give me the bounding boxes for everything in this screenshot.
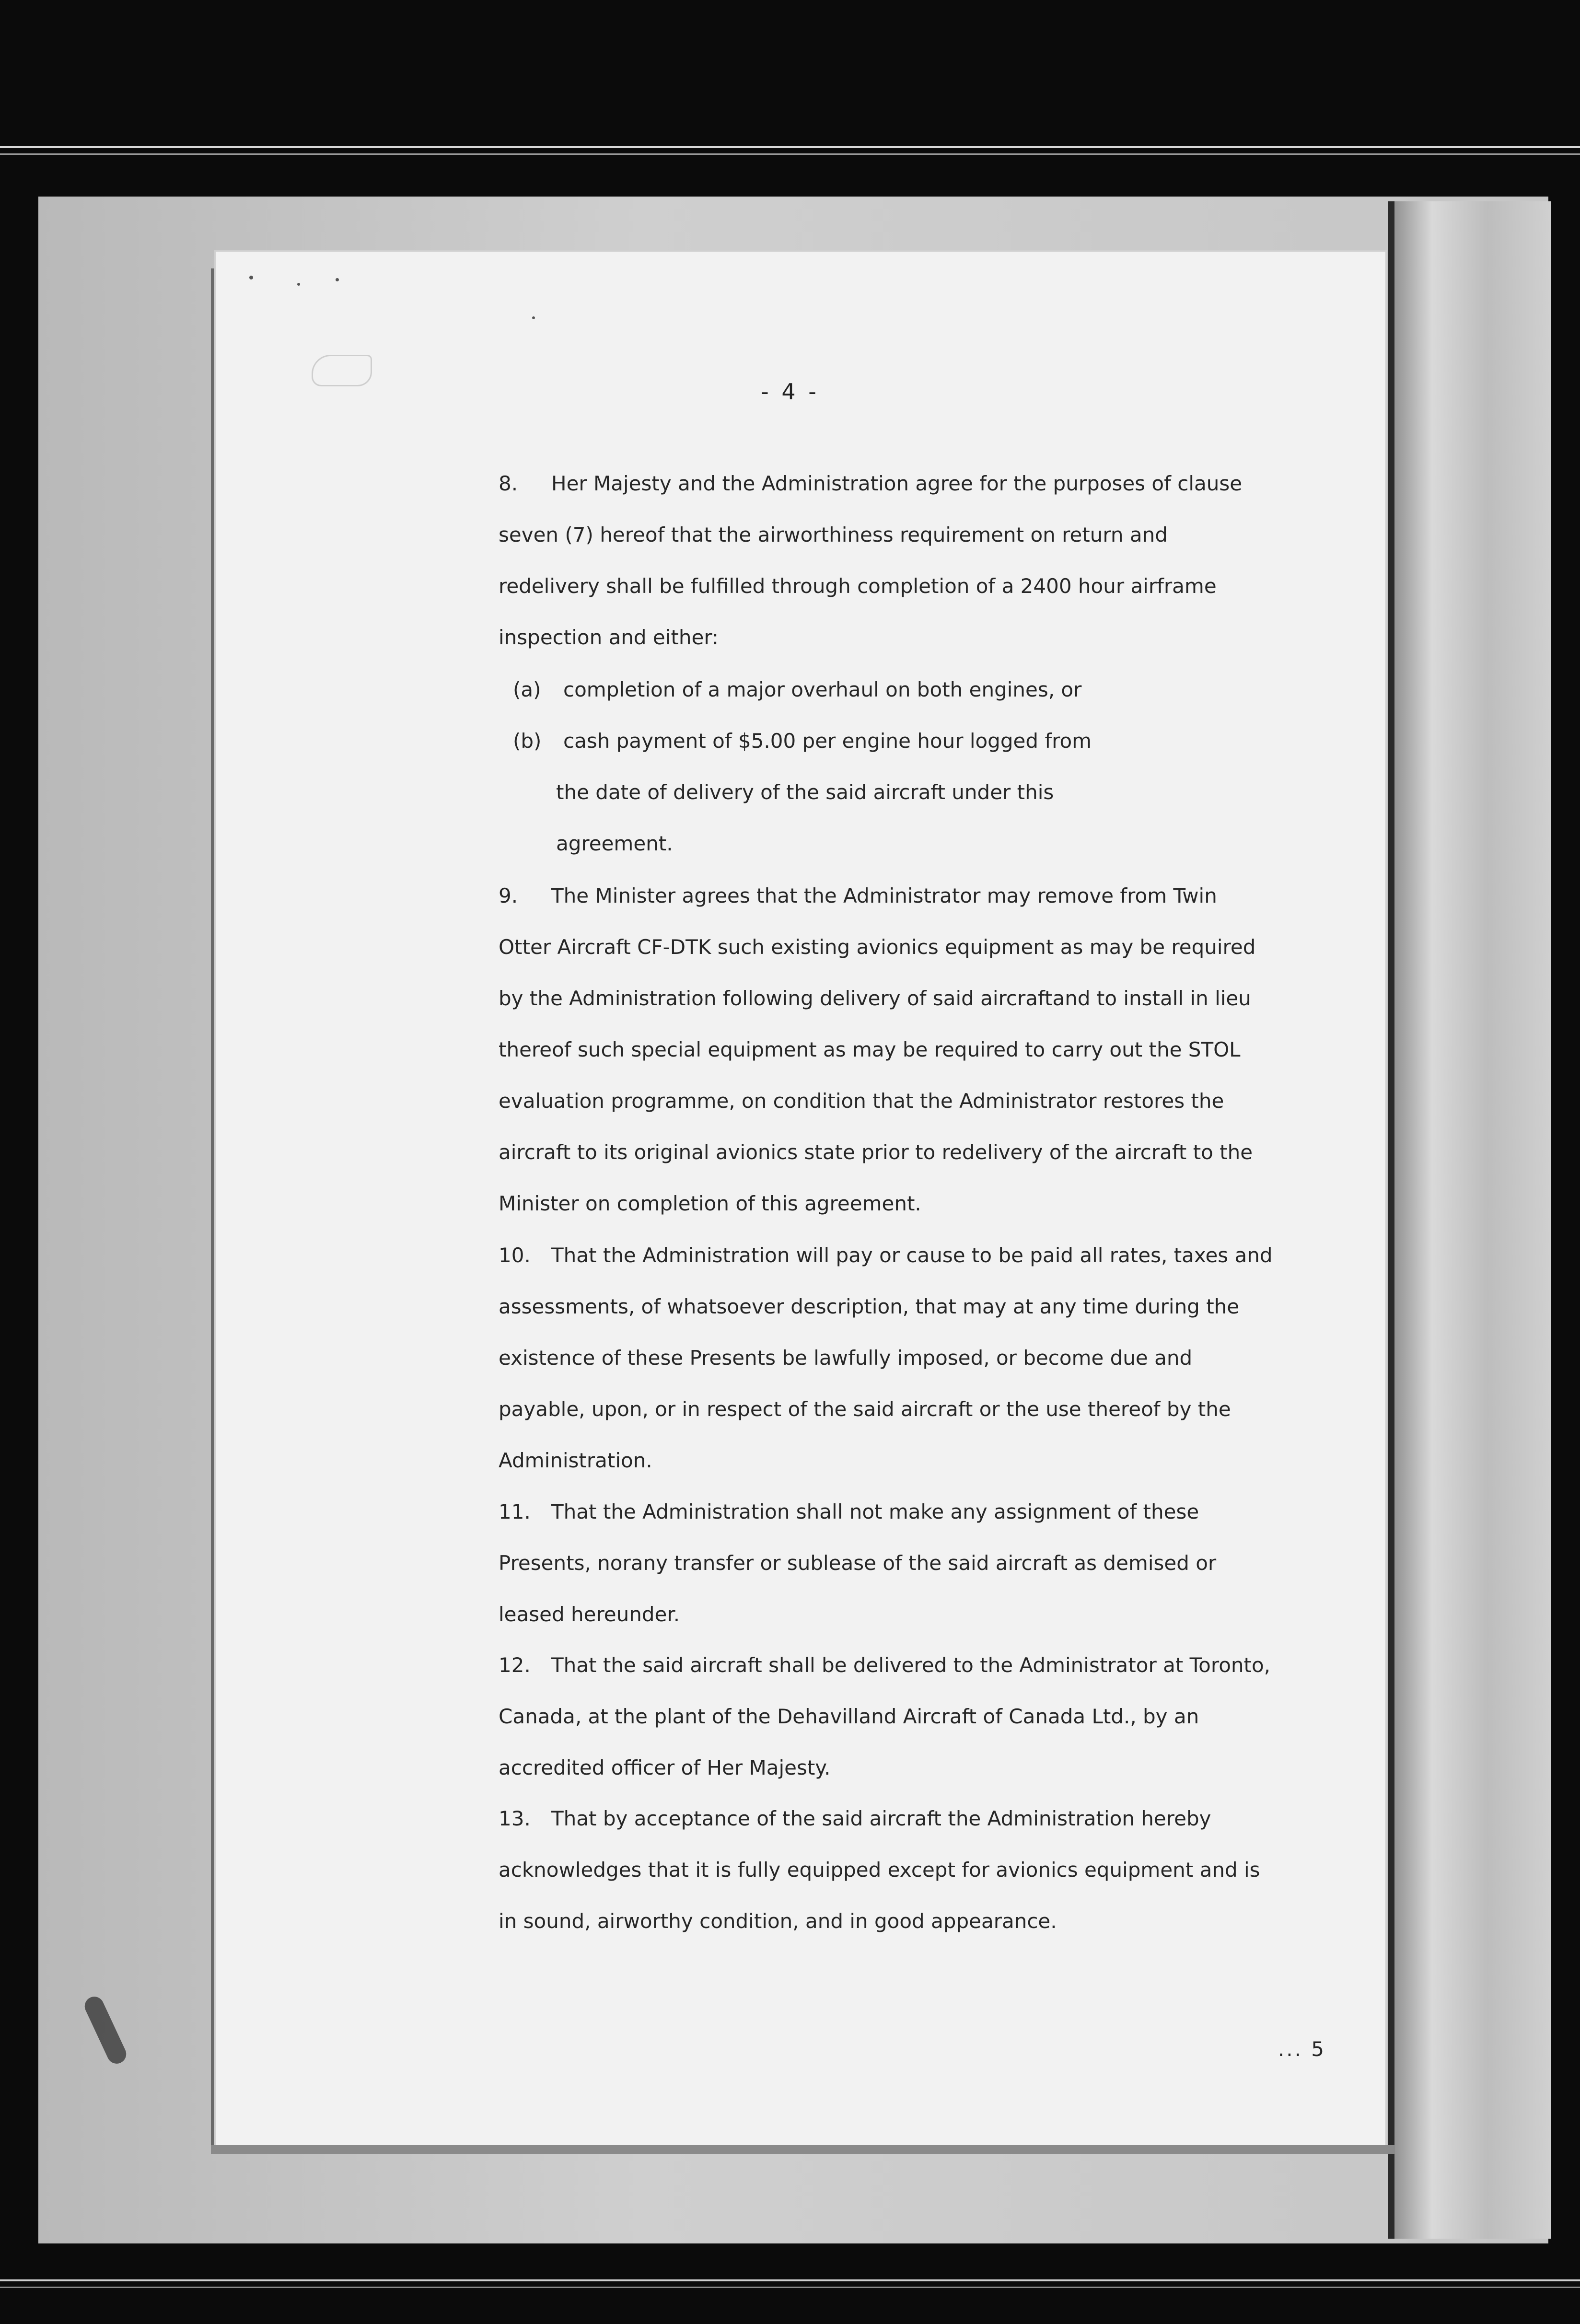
item-b-continuation: the date of delivery of the said aircraft under this: [556, 780, 1054, 804]
item-number: (a): [513, 678, 541, 701]
item-text: completion of a major overhaul on both engines, or: [563, 678, 1082, 701]
item-b-continuation: agreement.: [556, 832, 673, 855]
clause-number: 12.: [499, 1653, 531, 1677]
dust-speck: [336, 278, 339, 281]
clause-number: 11.: [499, 1500, 531, 1523]
clause-9: [499, 870, 1275, 1229]
clause-text: That the said aircraft shall be delivered to the Administrator at Toronto, Canada, at the plant of the Dehavilland Aircraft of Canada Ltd., by an accredited officer of Her Majesty.: [499, 1653, 1271, 1779]
clause-text: The Minister agrees that the Administrator may remove from Twin Otter Aircraft CF-DTK such existing avionics equipment as may be required by the Administration following delivery of said aircraftand to install in lieu thereof such special equipment as may be required to carry out the STOL evaluation programme, on condition that the Administrator restores the aircraft to its original avionics state prior to redelivery of the aircraft to the Minister on completion of this agreement.: [499, 884, 1256, 1215]
item-b: [513, 715, 1184, 767]
clause-10: [499, 1230, 1275, 1486]
film-top-rule-secondary: [0, 153, 1580, 155]
film-top-rule: [0, 146, 1580, 148]
clause-number: 9.: [499, 884, 518, 907]
page-left-edge: [211, 268, 215, 2148]
adjacent-page-edge: [1388, 201, 1394, 2239]
item-text: cash payment of $5.00 per engine hour logged from: [563, 729, 1092, 753]
adjacent-page-strip: [1393, 201, 1551, 2239]
dust-speck: [532, 316, 535, 319]
clause-12: [499, 1639, 1275, 1793]
clause-number: 8.: [499, 472, 518, 495]
page-bottom-shadow: [211, 2145, 1395, 2154]
clause-text: That by acceptance of the said aircraft the Administration hereby acknowledges that it is fully equipped except for avionics equipment and is in sound, airworthy condition, and in good appearance.: [499, 1807, 1260, 1933]
clause-8: [499, 458, 1275, 663]
item-a: [513, 664, 1184, 715]
clause-text: That the Administration will pay or cause to be paid all rates, taxes and assessments, of whatsoever description, that may at any time during the existence of these Presents be lawfully imposed, or become due and payable, upon, or in respect of the said aircraft or the use thereof by the Administration.: [499, 1243, 1273, 1472]
clause-number: 10.: [499, 1243, 531, 1267]
page-number: - 4 -: [761, 379, 819, 405]
clause-13: [499, 1793, 1275, 1947]
clause-number: 13.: [499, 1807, 531, 1830]
film-bottom-rule-secondary: [0, 2287, 1580, 2288]
clause-text: Her Majesty and the Administration agree for the purposes of clause seven (7) hereof that the airworthiness requirement on return and redelivery shall be fulfilled through completion of a 2400 hour airframe inspection and either:: [499, 472, 1243, 649]
dust-speck: [249, 276, 253, 279]
continuation-marker: ... 5: [1278, 2037, 1326, 2061]
item-number: (b): [513, 729, 542, 753]
clause-text: That the Administration shall not make any assignment of these Presents, norany transfer or sublease of the said aircraft as demised or leased hereunder.: [499, 1500, 1217, 1626]
clause-11: [499, 1486, 1275, 1640]
film-bottom-rule: [0, 2279, 1580, 2281]
dust-speck: [297, 283, 300, 286]
